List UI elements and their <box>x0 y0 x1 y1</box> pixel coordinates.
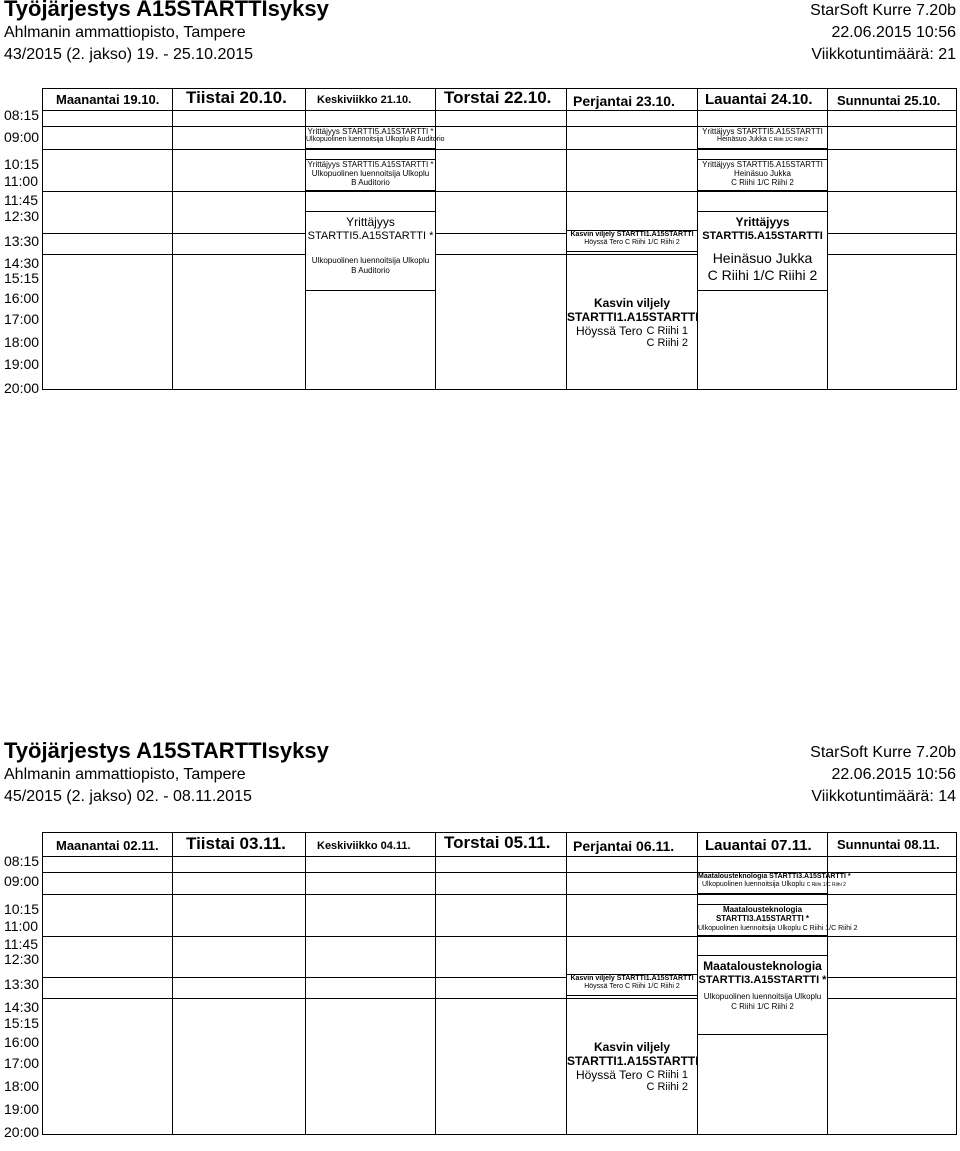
time-label: 09:00 <box>4 873 40 889</box>
lesson-block[interactable] <box>566 254 698 390</box>
lesson-block[interactable] <box>305 126 445 149</box>
lesson-title: Maatalousteknologia STARTTI3.A15STARTTI * <box>698 873 851 880</box>
lesson-room: C Riihi 1/C Riihi 2 <box>624 983 680 991</box>
time-label: 18:00 <box>4 1078 40 1094</box>
lesson-teacher: Höyssä Tero <box>575 1067 643 1082</box>
time-label: 08:15 <box>4 107 40 123</box>
lesson-details <box>567 239 697 247</box>
time-label: 08:15 <box>4 853 40 869</box>
day-header: Torstai 22.10. <box>444 88 552 107</box>
lesson-title: Yrittäjyys STARTTI5.A15STARTTI * <box>307 127 434 136</box>
time-label: 10:15 <box>4 156 40 172</box>
day-header: Lauantai 24.10. <box>705 91 813 108</box>
weekly-hours: Viikkotuntimäärä: 21 <box>811 46 956 63</box>
lesson-teacher: Ulkopuolinen luennoitsija Ulkoplu <box>311 169 430 179</box>
schedule-header <box>0 0 960 90</box>
software-name: StarSoft Kurre 7.20b <box>810 744 956 761</box>
day-header: Lauantai 07.11. <box>705 837 812 854</box>
lesson-details <box>567 983 697 991</box>
lesson-title: Kasvin viljely <box>593 1040 671 1054</box>
lesson-title: Yrittäjyys <box>735 215 790 229</box>
lesson-room: C Riihi 1/C Riihi 2 <box>707 266 818 283</box>
lesson-room: C Riihi 1/C Riihi 2 <box>768 137 808 144</box>
print-timestamp: 22.06.2015 10:56 <box>831 766 956 783</box>
schedule-title: Työjärjestys A15STARTTIsyksy <box>4 738 329 763</box>
lesson-details <box>567 325 697 350</box>
schedule-week-43 <box>0 0 960 400</box>
lesson-teacher: Heinäsuo Jukka <box>734 169 791 179</box>
day-header: Perjantai 23.10. <box>573 93 675 109</box>
time-label: 17:00 <box>4 311 40 327</box>
lesson-title: Maatalousteknologia <box>722 905 803 914</box>
lesson-room: C Riihi 1 <box>646 324 689 337</box>
time-label: 12:30 <box>4 951 40 967</box>
lesson-block[interactable] <box>697 955 828 1035</box>
lesson-block[interactable] <box>566 974 698 996</box>
lesson-teacher: Höyssä Tero <box>584 239 623 247</box>
time-label: 11:45 <box>4 192 38 208</box>
lesson-group: STARTTI3.A15STARTTI * <box>698 973 827 986</box>
day-header: Maanantai 02.11. <box>56 838 159 853</box>
lesson-group: STARTTI1.A15STARTTI <box>567 309 699 324</box>
time-label: 11:45 <box>4 936 38 952</box>
lesson-title: Maatalousteknologia <box>703 959 822 973</box>
time-label: 17:00 <box>4 1055 40 1071</box>
lesson-details <box>698 881 846 889</box>
day-header: Keskiviikko 21.10. <box>317 94 412 106</box>
timetable-grid <box>42 88 957 390</box>
time-label: 11:00 <box>4 918 38 934</box>
time-label: 16:00 <box>4 1034 40 1050</box>
software-name: StarSoft Kurre 7.20b <box>810 2 956 19</box>
lesson-room: C Riihi 1/C Riihi 2 <box>731 178 794 188</box>
lesson-teacher: Heinäsuo Jukka <box>717 136 767 144</box>
lesson-details <box>567 1069 697 1094</box>
time-label: 11:00 <box>4 173 38 189</box>
lesson-room: C Riihi 1 <box>646 1068 689 1081</box>
lesson-title: Kasvin viljely <box>593 296 671 310</box>
lesson-title: Yrittäjyys STARTTI5.A15STARTTI * <box>307 160 434 169</box>
time-label: 13:30 <box>4 233 40 249</box>
lesson-group: STARTTI5.A15STARTTI <box>702 229 823 242</box>
time-label: 14:30 <box>4 999 40 1015</box>
lesson-room: C Riihi 2 <box>646 337 689 350</box>
lesson-title: Yrittäjyys STARTTI5.A15STARTTI <box>702 160 823 169</box>
time-label: 20:00 <box>4 1124 40 1140</box>
lesson-title: Yrittäjyys STARTTI5.A15STARTTI <box>702 127 823 136</box>
time-label: 09:00 <box>4 129 40 145</box>
lesson-title: Kasvin viljely STARTTI1.A15STARTTI <box>570 231 694 238</box>
lesson-block[interactable] <box>697 159 828 191</box>
lesson-teacher: Ulkopuolinen luennoitsija Ulkoplu <box>311 256 430 266</box>
day-header: Torstai 05.11. <box>444 833 551 852</box>
lesson-room: B Auditorio <box>351 265 390 275</box>
day-header: Maanantai 19.10. <box>56 92 160 107</box>
lesson-teacher: Ulkopuolinen luennoitsija Ulkoplu <box>702 881 805 889</box>
time-label: 16:00 <box>4 290 40 306</box>
lesson-block[interactable] <box>697 126 828 149</box>
schedule-title: Työjärjestys A15STARTTIsyksy <box>4 0 329 21</box>
lesson-teacher: Heinäsuo Jukka <box>712 250 813 267</box>
timetable-grid <box>42 832 957 1135</box>
lesson-group: STARTTI3.A15STARTTI * <box>715 914 810 924</box>
day-header: Tiistai 20.10. <box>186 88 287 107</box>
school-name: Ahlmanin ammattiopisto, Tampere <box>4 766 246 783</box>
lesson-block[interactable] <box>305 211 436 291</box>
lesson-block[interactable] <box>566 230 698 252</box>
time-label: 19:00 <box>4 356 40 372</box>
day-header: Sunnuntai 25.10. <box>837 93 941 108</box>
time-label: 19:00 <box>4 1101 40 1117</box>
lesson-room: B Auditorio <box>351 178 390 188</box>
lesson-block[interactable] <box>566 998 698 1135</box>
lesson-details: Ulkopuolinen luennoitsija Ulkoplu B Auditorio <box>306 136 445 144</box>
lesson-teacher: Höyssä Tero <box>575 323 643 338</box>
lesson-group: STARTTI5.A15STARTTI * <box>307 229 434 242</box>
time-label: 15:15 <box>4 270 40 286</box>
lesson-teacher: Höyssä Tero <box>584 983 623 991</box>
time-label: 20:00 <box>4 380 40 396</box>
lesson-room: C Riihi 1/C Riihi 2 <box>806 882 846 889</box>
day-header: Sunnuntai 08.11. <box>837 837 940 852</box>
week-period: 43/2015 (2. jakso) 19. - 25.10.2015 <box>4 46 254 63</box>
lesson-details <box>698 136 827 144</box>
lesson-room: C Riihi 1/C Riihi 2 <box>731 1001 794 1011</box>
school-name: Ahlmanin ammattiopisto, Tampere <box>4 24 246 41</box>
lesson-room: C Riihi 2 <box>646 1081 689 1094</box>
lesson-title: Yrittäjyys <box>346 215 395 229</box>
lesson-block[interactable] <box>697 904 858 936</box>
schedule-week-45 <box>0 738 960 1142</box>
time-label: 18:00 <box>4 334 40 350</box>
time-label: 15:15 <box>4 1015 40 1031</box>
time-label: 12:30 <box>4 208 40 224</box>
time-label: 10:15 <box>4 901 40 917</box>
print-timestamp: 22.06.2015 10:56 <box>831 24 956 41</box>
lesson-block[interactable] <box>305 159 436 191</box>
time-label: 14:30 <box>4 255 40 271</box>
time-label: 13:30 <box>4 976 40 992</box>
lesson-teacher: Ulkopuolinen luennoitsija Ulkoplu <box>703 992 822 1002</box>
lesson-title: Kasvin viljely STARTTI1.A15STARTTI <box>570 975 694 982</box>
lesson-details: Ulkopuolinen luennoitsija Ulkoplu C Riihi 1/C Riihi 2 <box>698 925 858 933</box>
lesson-block[interactable] <box>697 872 851 894</box>
weekly-hours: Viikkotuntimäärä: 14 <box>811 788 956 805</box>
week-period: 45/2015 (2. jakso) 02. - 08.11.2015 <box>4 788 252 805</box>
lesson-group: STARTTI1.A15STARTTI <box>567 1053 699 1068</box>
schedule-header <box>0 738 960 832</box>
lesson-block[interactable] <box>697 211 828 291</box>
day-header: Keskiviikko 04.11. <box>317 840 411 852</box>
day-header: Tiistai 03.11. <box>186 834 286 853</box>
lesson-room: C Riihi 1/C Riihi 2 <box>624 239 680 247</box>
day-header: Perjantai 06.11. <box>573 838 675 854</box>
